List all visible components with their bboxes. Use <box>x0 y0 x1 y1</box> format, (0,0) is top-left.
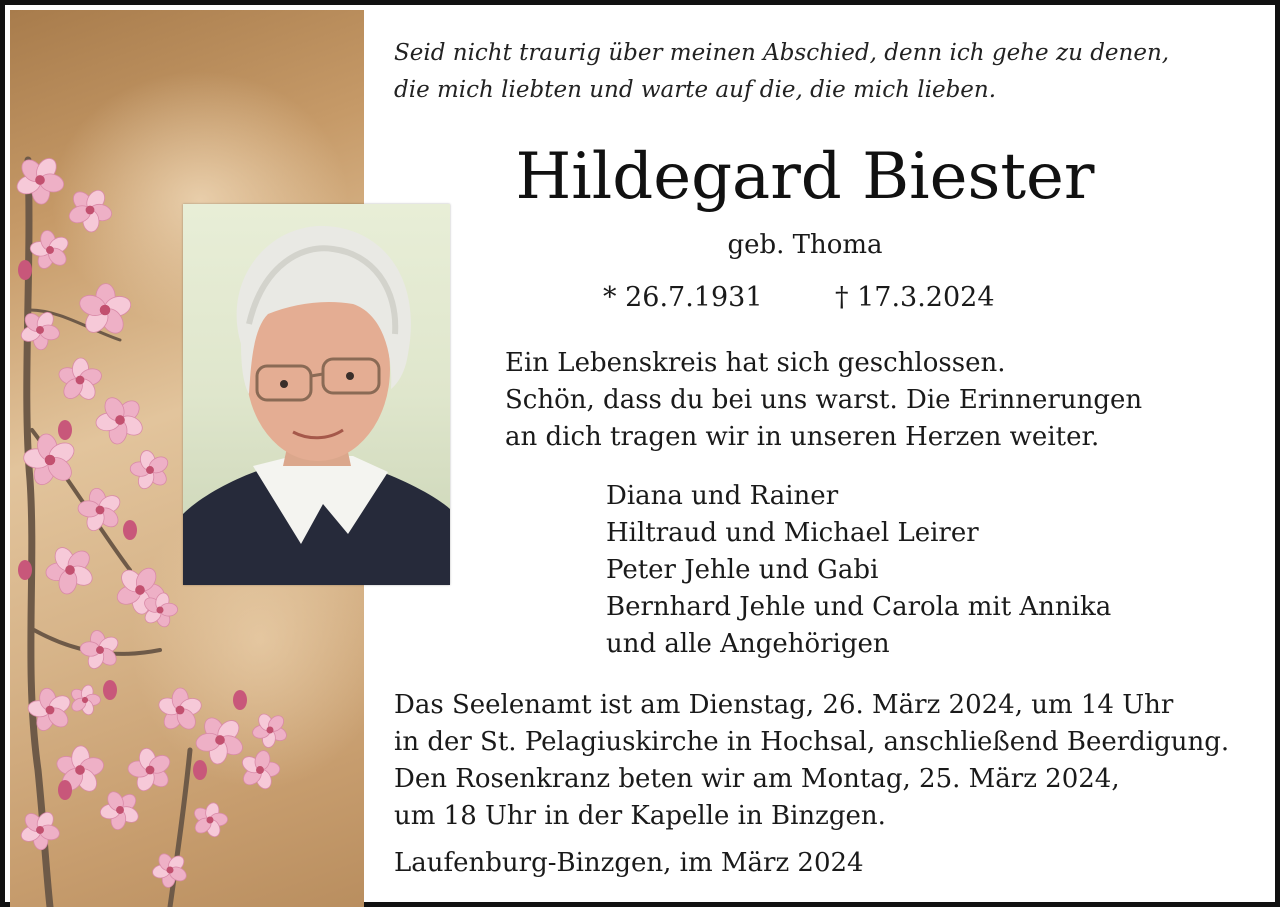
memorial-quote <box>394 35 1169 109</box>
service-line: in der St. Pelagiuskirche in Hochsal, anschließend Beerdigung. <box>394 727 1230 757</box>
deceased-name: Hildegard Biester <box>515 140 1095 214</box>
memorial-message <box>505 345 1142 456</box>
family-member: Bernhard Jehle und Carola mit Annika <box>606 592 1112 622</box>
family-list <box>606 478 1111 663</box>
portrait-photo <box>183 204 450 585</box>
quote-line: Seid nicht traurig über meinen Abschied, denn ich gehe zu denen, <box>394 40 1170 66</box>
birth-date: * 26.7.1931 <box>603 282 763 313</box>
family-member: und alle Angehörigen <box>606 629 890 659</box>
death-date: † 17.3.2024 <box>835 282 995 313</box>
place-and-date: Laufenburg-Binzgen, im März 2024 <box>394 848 864 878</box>
service-line: um 18 Uhr in der Kapelle in Binzgen. <box>394 801 886 831</box>
family-member: Diana und Rainer <box>606 481 839 511</box>
message-line: Ein Lebenskreis hat sich geschlossen. <box>505 348 1006 378</box>
maiden-name: geb. Thoma <box>727 230 883 260</box>
quote-line: die mich liebten und warte auf die, die mich lieben. <box>394 77 997 103</box>
service-line: Das Seelenamt ist am Dienstag, 26. März 2024, um 14 Uhr <box>394 690 1174 720</box>
service-line: Den Rosenkranz beten wir am Montag, 25. März 2024, <box>394 764 1120 794</box>
message-line: an dich tragen wir in unseren Herzen weiter. <box>505 422 1100 452</box>
family-member: Hiltraud und Michael Leirer <box>606 518 979 548</box>
service-info <box>394 687 1229 835</box>
message-line: Schön, dass du bei uns warst. Die Erinnerungen <box>505 385 1143 415</box>
family-member: Peter Jehle und Gabi <box>606 555 879 585</box>
